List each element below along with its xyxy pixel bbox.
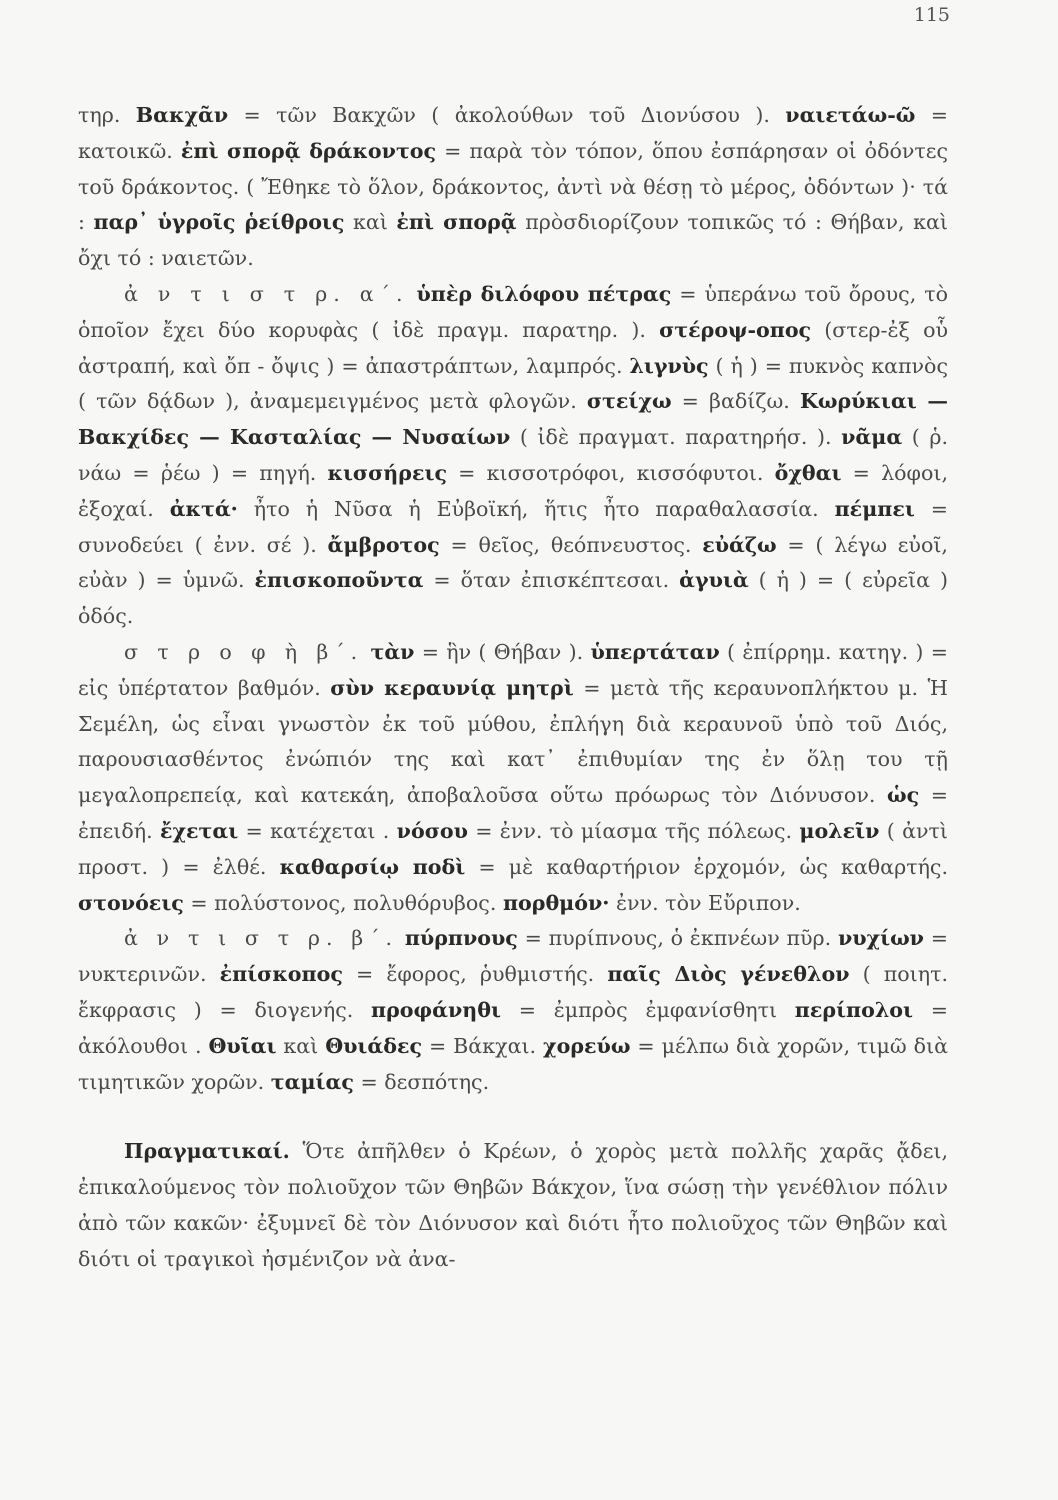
gloss-text: ( ἀντὶ προστ. ) = ἐλθέ. <box>78 818 948 879</box>
gloss-text: = παρὰ τὸν τόπον, ὅπου ἐσπάρησαν οἱ ὀδόντες τοῦ δράκοντος. ( Ἔθηκε τὸ ὅλον, δράκοντος, ἀντὶ νὰ θέσῃ τὸ μέρος, ὀδόντων )· τά : <box>78 138 948 235</box>
lemma-term: Θυῖαι <box>208 1033 277 1058</box>
gloss-text: ( ἐπίρρημ. κατηγ. ) = εἰς ὑπέρτατον βαθμόν. <box>78 639 949 700</box>
lemma-term: παρ᾽ ὑγροῖς ῥείθροις <box>93 210 345 235</box>
paragraph-antistrophe-2 <box>78 921 948 1100</box>
gloss-text: ( ποιητ. ἔκφρασις ) = διογενής. <box>78 962 949 1022</box>
gloss-text: ( ῥ. νάω = ῥέω ) = πηγή. <box>78 425 948 485</box>
lemma-term: ὡς <box>887 783 920 808</box>
paragraph-strophe-2 <box>78 635 948 921</box>
lemma-term: κισσήρεις <box>327 460 447 485</box>
lemma-term: εὐάζω <box>702 532 777 557</box>
lemma-term: ἀγυιὰ <box>679 568 749 593</box>
lemma-term: στονόεις <box>78 890 184 915</box>
gloss-text: = κατοικῶ. <box>78 103 949 163</box>
lemma-term: πορθμόν· <box>502 890 610 915</box>
gloss-text: = κατέχεται . <box>238 818 397 843</box>
gloss-text: = πυρίπνους, ὁ ἐκπνέων πῦρ. <box>517 926 838 951</box>
gloss-text: = ἐμπρὸς ἐμφανίσθητι <box>500 997 795 1022</box>
gloss-text: = μετὰ τῆς κεραυνοπλήκτου μ. Ἡ Σεμέλη, ὡς εἶναι γνωστὸν ἐκ τοῦ μύθου, ἐπλήγη διὰ κεραυνοῦ ὑπὸ τοῦ Διός, παρουσιασθέντος ἐνώπιόν της καὶ κατ᾽ ἐπιθυμίαν της ἐν ὅλῃ του τῇ μεγαλοπρεπείᾳ, καὶ κατεκάη, ἀποβαλοῦσα οὕτω πρόωρως τὸν Διόνυσον. <box>78 675 948 808</box>
gloss-text: = ἐνν. τὸ μίασμα τῆς πόλεως. <box>467 818 800 843</box>
lemma-term: νᾶμα <box>841 425 903 450</box>
gloss-text: ( ἡ ) = πυκνὸς καπνὸς ( τῶν δᾴδων ), ἀναμεμειγμένος μετὰ φλογῶν. <box>78 353 948 414</box>
lemma-term: ἀκτά· <box>169 496 238 521</box>
lemma-term: στείχω <box>586 389 672 414</box>
gloss-text: = ὅταν ἐπισκέπτεσαι. <box>423 568 680 593</box>
lemma-term: ταμίας <box>270 1069 354 1094</box>
verse-section-label: ἀ ν τ ι σ τ ρ. β΄. <box>124 926 399 951</box>
gloss-text: ( ἡ ) = ( εὐρεῖα ) ὁδός. <box>78 568 949 629</box>
lemma-term: περίπολοι <box>794 997 913 1022</box>
gloss-text: Ὅτε ἀπῆλθεν ὁ Κρέων, ὁ χορὸς μετὰ πολλῆς χαρᾶς ᾄδει, ἐπικαλούμενος τὸν πολιοῦχον τῶν Θηβῶν Βάκχον, ἵνα σώσῃ τὴν γενέθλιον πόλιν ἀπὸ τῶν κακῶν· ἐξυμνεῖ δὲ τὸν Διόνυσον καὶ διότι ἦτο πολιοῦχος τῶν Θηβῶν καὶ διότι οἱ τραγικοὶ ἠσμένιζον νὰ ἀνα- <box>78 1139 948 1271</box>
gloss-text <box>398 926 405 950</box>
lemma-term: ὑπὲρ διλόφου πέτρας <box>416 281 672 306</box>
lemma-term: καθαρσίῳ ποδὶ <box>279 854 466 879</box>
gloss-text: ἐνν. τὸν Εὔριπον. <box>609 890 801 915</box>
lemma-term: ἐπίσκοπος <box>219 962 343 987</box>
gloss-text: = βαδίζω. <box>671 389 800 414</box>
gloss-text: = συνοδεύει ( ἐνν. σέ ). <box>78 496 948 557</box>
gloss-text: = δεσπότης. <box>353 1069 490 1094</box>
lemma-term: σὺν κεραυνίᾳ μητρὶ <box>330 675 574 700</box>
lemma-term: προφάνηθι <box>371 997 501 1022</box>
lemma-term: ὄχθαι <box>774 460 842 485</box>
lemma-term: τὰν <box>370 639 415 664</box>
lemma-term: ἐπὶ σπορᾷ δράκοντος <box>180 138 437 163</box>
gloss-text: (στερ-ἐξ οὗ ἀστραπή, καὶ ὄπ - ὄψις ) = ἀπαστράπτων, λαμπρός. <box>78 317 948 378</box>
gloss-text: = ἔφορος, ῥυθμιστής. <box>342 962 608 987</box>
lemma-term: ναιετάω-ῶ <box>785 103 916 127</box>
gloss-text: = ἣν ( Θήβαν ). <box>414 639 591 664</box>
lemma-term: χορεύω <box>543 1033 631 1058</box>
lemma-term: πέμπει <box>834 496 915 521</box>
section-heading: Πραγματικαί. <box>124 1139 290 1164</box>
lemma-term: ἄμβροτος <box>327 532 440 557</box>
lemma-term: ὑπερτάταν <box>590 639 720 664</box>
lemma-term: λιγνὺς <box>629 353 709 378</box>
gloss-text: = μὲ καθαρτήριον ἐρχομόν, ὡς καθαρτής. <box>465 854 949 879</box>
lemma-term: νυχίων <box>837 926 924 951</box>
gloss-text: τηρ. <box>78 103 136 127</box>
lemma-term: Βακχᾶν <box>135 103 229 127</box>
gloss-text: ( ἰδὲ πραγματ. παρατηρήσ. ). <box>510 425 842 450</box>
lemma-term: ἐπισκοποῦντα <box>254 568 424 593</box>
lemma-term: Κωρύκιαι — Βακχίδες — Κασταλίας — Νυσαίων <box>78 389 949 450</box>
lemma-term: Θυιάδες <box>325 1033 423 1058</box>
gloss-text: = ἐπειδή. <box>78 783 948 843</box>
paragraph-commentary-1 <box>78 98 948 277</box>
gloss-text: = μέλπω διὰ χορῶν, τιμῶ διὰ τιμητικῶν χορῶν. <box>78 1033 949 1094</box>
gloss-text: ἦτο ἡ Νῦσα ἡ Εὐβοϊκή, ἥτις ἦτο παραθαλασσία. <box>237 496 835 521</box>
gloss-text: = πολύστονος, πολυθόρυβος. <box>183 890 503 915</box>
gloss-text: = θεῖος, θεόπνευστος. <box>439 532 703 557</box>
lemma-term: πύρπνους <box>404 926 518 951</box>
gloss-text: = Βάκχαι. <box>422 1033 544 1058</box>
gloss-text: = ἀκόλουθοι . <box>78 997 948 1058</box>
paragraph-antistrophe-1 <box>78 277 948 635</box>
page-number: 115 <box>913 4 950 26</box>
gloss-text: καὶ <box>344 210 397 235</box>
paragraph-factual-notes <box>78 1134 948 1277</box>
gloss-text: = νυκτερινῶν. <box>78 926 948 987</box>
verse-section-label: ἀ ν τ ι σ τ ρ. α΄. <box>124 281 409 306</box>
gloss-text: = κισσοτρόφοι, κισσόφυτοι. <box>447 460 775 485</box>
gloss-text: πρὸσδιορίζουν τοπικῶς τό : Θήβαν, καὶ ὄχι τό : ναιετῶν. <box>78 210 948 271</box>
page-body <box>78 98 948 1278</box>
gloss-text: καὶ <box>276 1033 326 1058</box>
lemma-term: μολεῖν <box>799 818 880 843</box>
verse-section-label: σ τ ρ ο φ ὴ β΄. <box>124 639 364 664</box>
gloss-text: = τῶν Βακχῶν ( ἀκολούθων τοῦ Διονύσου ). <box>228 103 786 127</box>
gloss-text: = ( λέγω εὐοῖ, εὐὰν ) = ὑμνῶ. <box>78 532 948 593</box>
gloss-text: = λόφοι, ἐξοχαί. <box>78 460 948 521</box>
lemma-term: ἐπὶ σπορᾷ <box>396 210 517 235</box>
lemma-term: παῖς Διὸς γένεθλον <box>607 962 850 987</box>
gloss-text: = ὑπεράνω τοῦ ὄρους, τὸ ὁποῖον ἔχει δύο κορυφὰς ( ἰδὲ πραγμ. παρατηρ. ). <box>78 281 949 342</box>
lemma-term: στέροψ-οπος <box>659 317 812 342</box>
lemma-term: ἔχεται <box>159 818 239 843</box>
lemma-term: νόσου <box>396 818 468 843</box>
